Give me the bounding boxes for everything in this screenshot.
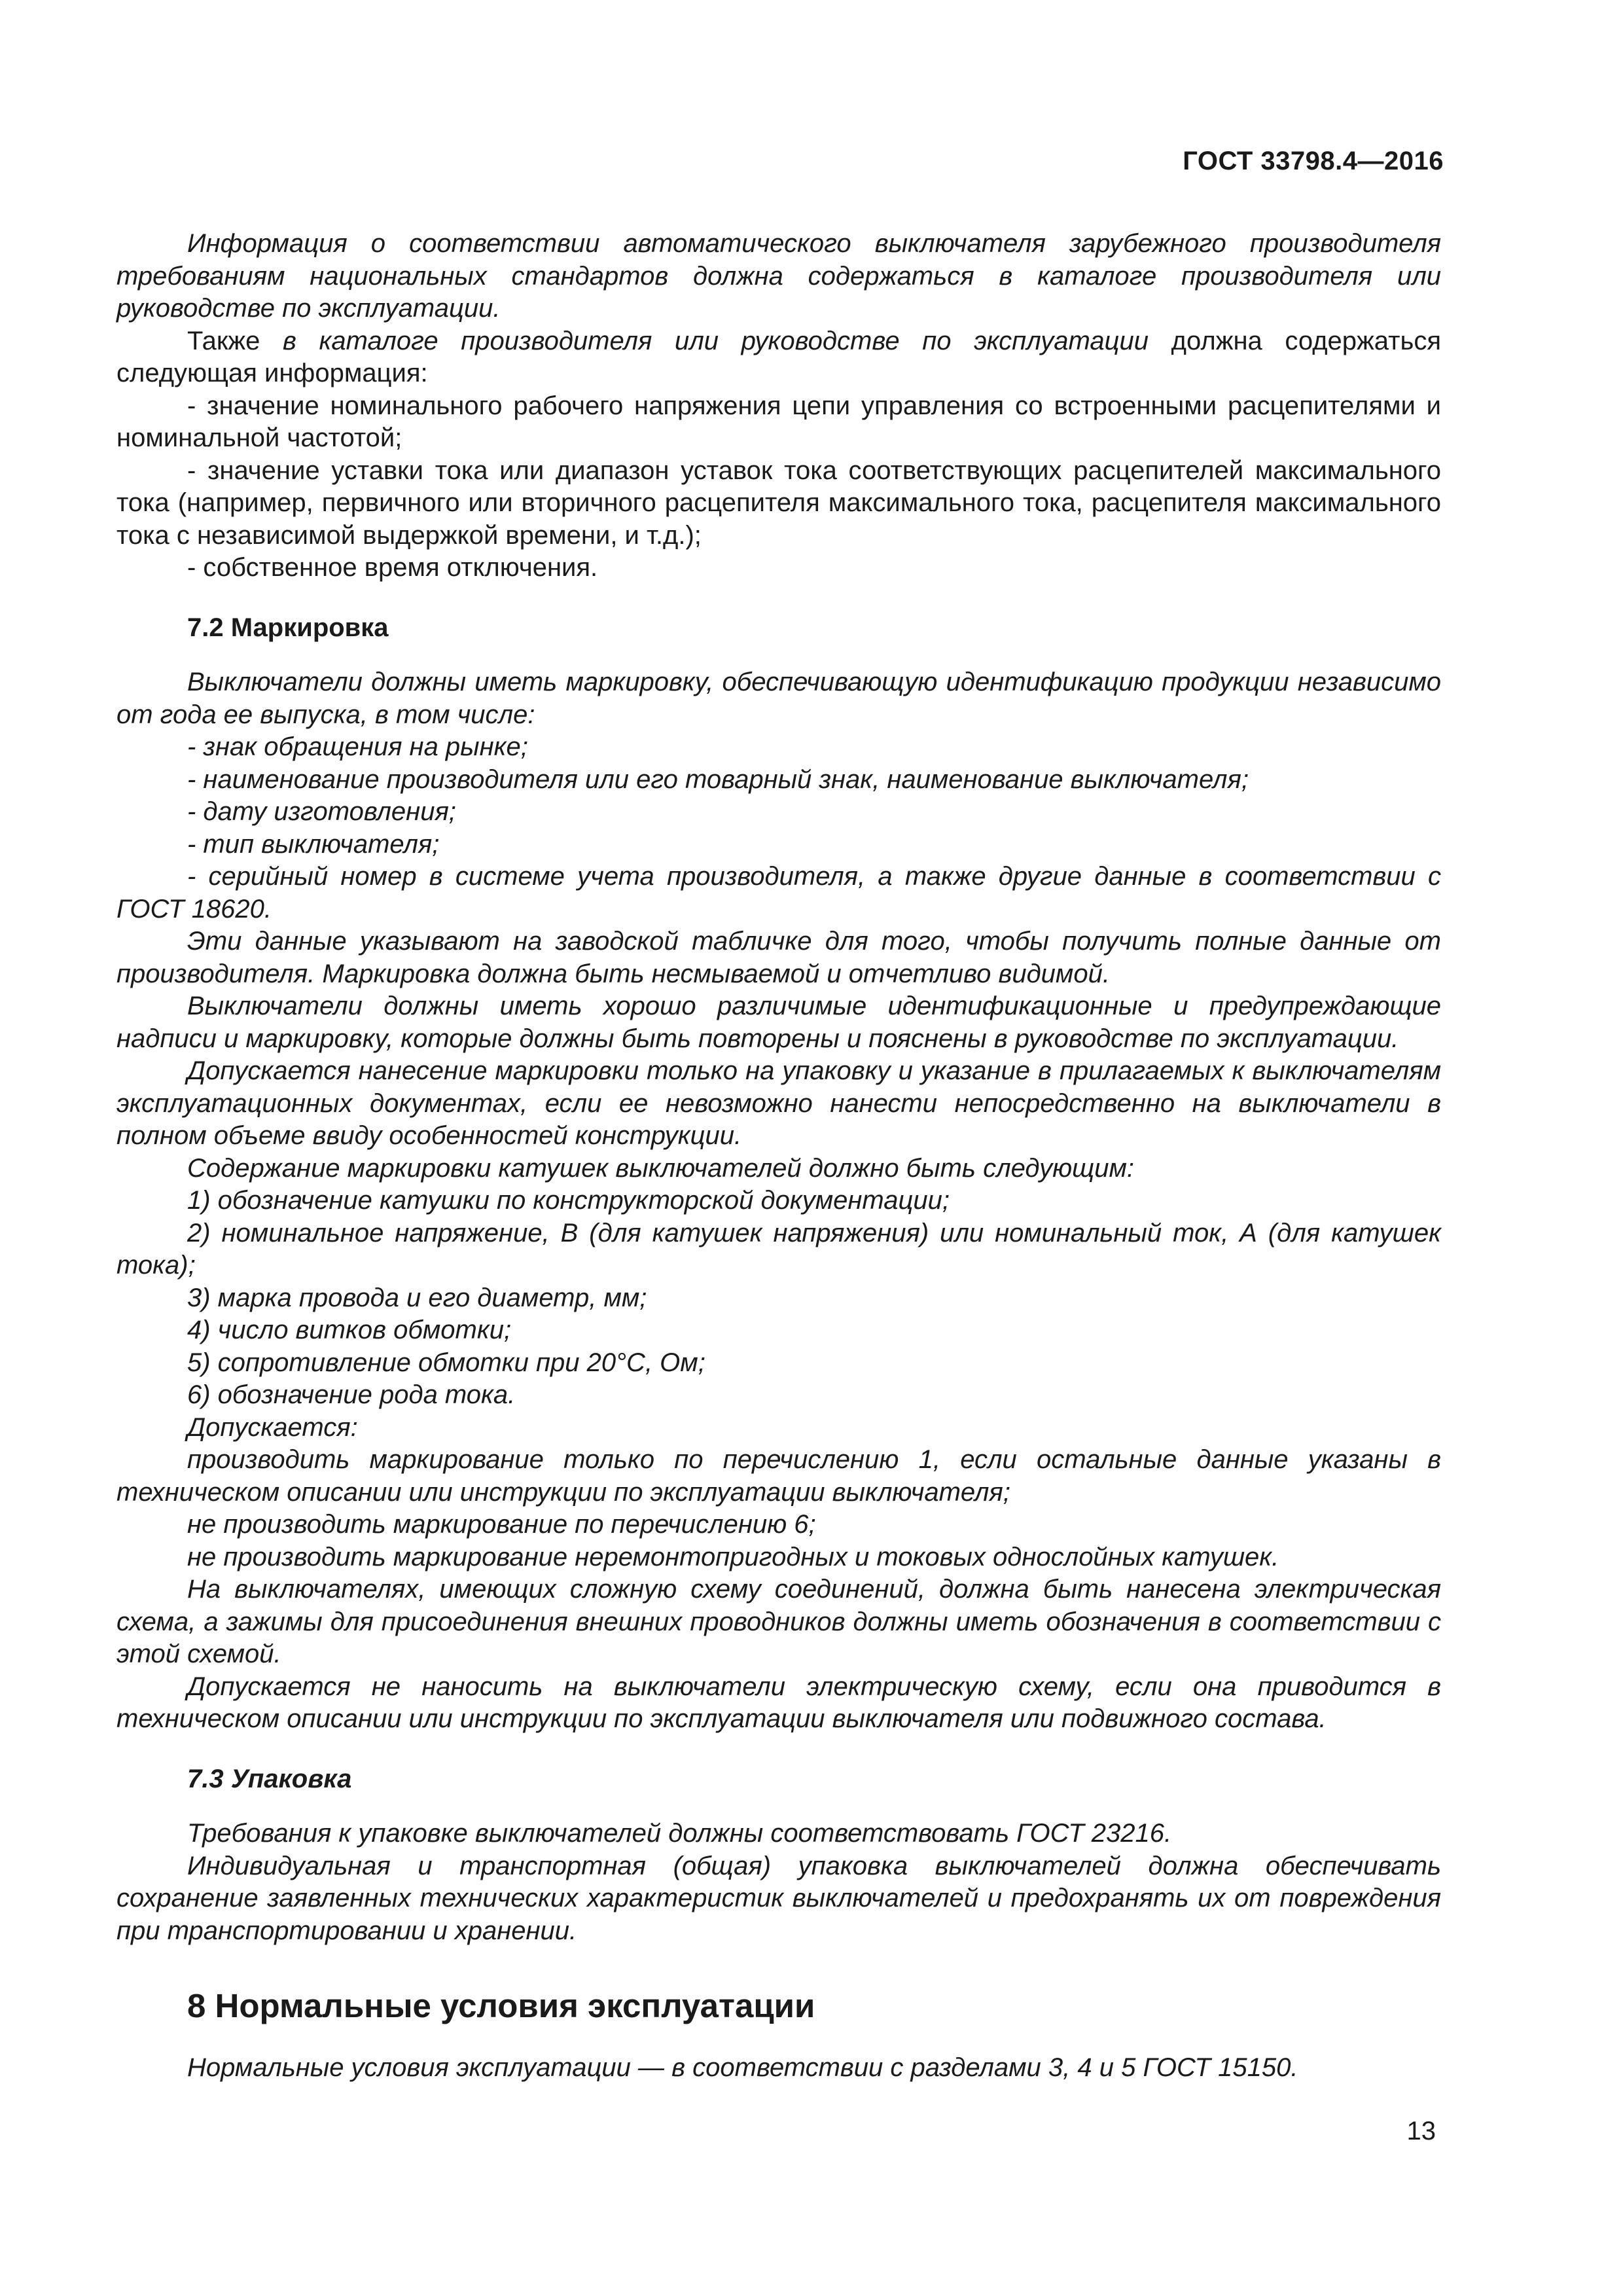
catalog-info-end: должна содержаться следующая информация: [116,326,1441,387]
paragraph-operating-conditions: Нормальные условия эксплуатации — в соответствии с разделами 3, 4 и 5 ГОСТ 15150. [187,2053,1298,2082]
coil-list-item: 5) сопротивление обмотки при 20°С, Ом; [187,1348,705,1377]
marking-list-item: - дату изготовления; [187,797,456,826]
coil-list-item: 4) число витков обмотки; [187,1316,512,1344]
paragraph-nameplate: Эти данные указывают на заводской табличке для того, чтобы получить полные данные от производителя. Маркировка должна быть несмываемой и отчетливо видимой. [116,927,1441,988]
paragraph-scheme-exception: Допускается не наносить на выключатели электрическую схему, если она приводится в техническом описании или инструкции по эксплуатации выключателя или подвижного состава. [116,1672,1441,1733]
section-heading-8: 8 Нормальные условия эксплуатации [187,1987,815,2024]
paragraph-electrical-scheme: На выключателях, имеющих сложную схему соединений, должна быть нанесена электрическая схема, а зажимы для присоединения внешних проводников должны иметь обозначения в соответствии с этой схемой. [116,1575,1441,1668]
coil-list-item: 6) обозначение рода тока. [187,1380,516,1409]
marking-list-item: - серийный номер в системе учета производителя, а также другие данные в соответствии с ГОСТ 18620. [116,862,1441,924]
catalog-info-italic: в каталоге производителя или руководстве по эксплуатации [283,326,1149,355]
paragraph-warning-labels: Выключатели должны иметь хорошо различимые идентификационные и предупреждающие надписи и маркировку, которые должны быть повторены и пояснены в руководстве по эксплуатации. [116,992,1441,1053]
paragraph-packaging-standard: Требования к упаковке выключателей должны соответствовать ГОСТ 23216. [187,1819,1172,1848]
section-heading-7-2: 7.2 Маркировка [187,613,389,642]
paragraph-marking-intro: Выключатели должны иметь маркировку, обеспечивающую идентификацию продукции независимо от года ее выпуска, в том числе: [116,668,1441,729]
marking-list-item: - наименование производителя или его товарный знак, наименование выключателя; [187,764,1249,794]
marking-list-item: - тип выключателя; [187,829,440,859]
allowed-list-item: не производить маркирование неремонтопригодных и токовых однослойных катушек. [187,1542,1279,1571]
section-heading-7-3: 7.3 Упаковка [187,1764,352,1793]
catalog-info-start: Также [187,326,283,355]
coil-list-item: 3) марка провода и его диаметр, мм; [187,1283,647,1312]
coil-list-item: 1) обозначение катушки по конструкторской документации; [187,1186,950,1215]
paragraph-packaging-protection: Индивидуальная и транспортная (общая) упаковка выключателей должна обеспечивать сохранение заявленных технических характеристик выключателей и предохранять их от повреждения при транспортировании и хранении. [116,1851,1441,1945]
coil-list-item: 2) номинальное напряжение, В (для катушек напряжения) или номинальный ток, А (для катушек тока); [116,1218,1441,1280]
paragraph-coil-marking: Содержание маркировки катушек выключателей должно быть следующим: [187,1153,1134,1183]
paragraph-foreign-manufacturer-info: Информация о соответствии автоматического выключателя зарубежного производителя требованиям национальных стандартов должна содержаться в каталоге производителя или руководстве по эксплуатации. [116,229,1441,323]
list-item-break-time: - собственное время отключения. [187,553,598,582]
document-code: ГОСТ 33798.4—2016 [1183,147,1444,175]
paragraph-marking-on-packaging: Допускается нанесение маркировки только на упаковку и указание в прилагаемых к выключателям эксплуатационных документах, если ее невозможно нанести непосредственно на выключатели в полном объеме ввиду особенностей конструкции. [116,1056,1441,1150]
allowed-list-item: производить маркирование только по перечислению 1, если остальные данные указаны в техническом описании или инструкции по эксплуатации выключателя; [116,1445,1441,1507]
allowed-list-item: не производить маркирование по перечислению 6; [187,1510,816,1539]
page-number: 13 [1406,2117,1436,2145]
list-item-control-voltage: - значение номинального рабочего напряжения цепи управления со встроенными расцепителями и номинальной частотой; [116,391,1441,452]
paragraph-catalog-info [116,325,1441,390]
page-body [116,228,1441,2085]
allowed-label: Допускается: [187,1412,358,1442]
marking-list-item: - знак обращения на рынке; [187,732,528,761]
list-item-current-setting: - значение уставки тока или диапазон уставок тока соответствующих расцепителей максимального тока (например, первичного или вторичного расцепителя максимального тока, расцепителя максимального тока с независимой выдержкой времени, и т.д.); [116,456,1441,550]
